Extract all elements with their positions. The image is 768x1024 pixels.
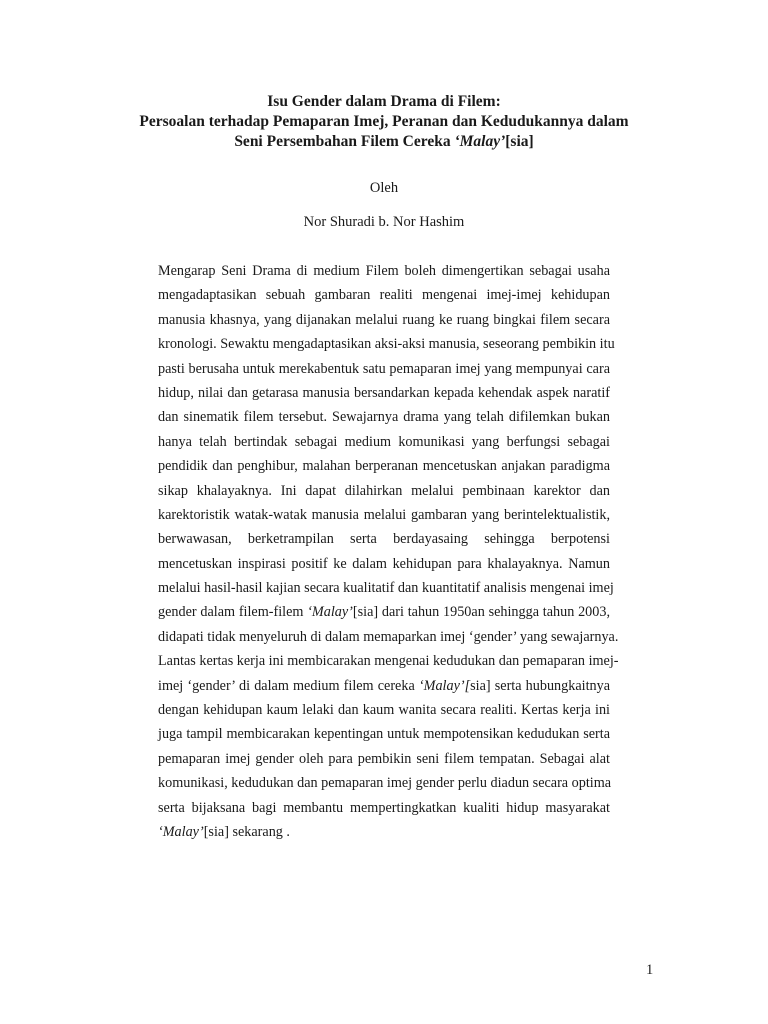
byline-oleh: Oleh (369, 180, 399, 196)
abstract-line: pemaparan imej gender oleh para pembikin seni filem tempatan. Sebagai alat (158, 750, 610, 767)
abstract-text: [sia] dari tahun 1950an sehingga tahun 2003, (352, 604, 610, 621)
abstract-line: hanya telah bertindak sebagai medium komunikasi yang berfungsi sebagai (158, 433, 610, 450)
title-line-3-prefix: Seni Persembahan Filem Cereka (234, 133, 455, 150)
abstract-line: manusia khasnya, yang dijanakan melalui ruang ke ruang bingkai filem secara (158, 311, 610, 328)
abstract-line: juga tampil membicarakan kepentingan untuk mempotensikan kedudukan serta (158, 726, 610, 743)
abstract-line: kronologi. Sewaktu mengadaptasikan aksi-aksi manusia, seseorang pembikin itu (158, 336, 615, 353)
abstract-line: serta bijaksana bagi membantu mempertingkatkan kualiti hidup masyarakat (158, 799, 610, 816)
page-number: 1 (646, 962, 654, 978)
abstract-line (158, 600, 610, 624)
abstract-italic-term: ‘Malay’ (307, 604, 353, 621)
abstract-line: Lantas kertas kerja ini membicarakan mengenai kedudukan dan pemaparan imej- (158, 653, 619, 670)
title-line-1: Isu Gender dalam Drama di Filem: (267, 93, 501, 110)
abstract-text: gender dalam filem-filem (158, 604, 308, 621)
abstract-line: mencetuskan inspirasi positif ke dalam kehidupan para khalayaknya. Namun (158, 555, 610, 572)
abstract-line: dan sinematik filem tersebut. Sewajarnya drama yang telah difilemkan bukan (158, 409, 610, 426)
abstract-line (158, 820, 610, 844)
abstract-line: didapati tidak menyeluruh di dalam memaparkan imej ‘gender’ yang sewajarnya. (158, 628, 619, 645)
abstract-text: [sia] sekarang . (203, 823, 290, 840)
abstract-line: berwawasan, berketrampilan serta berdayasaing sehingga berpotensi (158, 531, 610, 548)
abstract-line: melalui hasil-hasil kajian secara kualitatif dan kuantitatif analisis mengenai imej (158, 580, 614, 597)
abstract-line: mengadaptasikan sebuah gambaran realiti mengenai imej-imej kehidupan (158, 287, 610, 304)
title-line-3-italic: ‘Malay’ (454, 133, 506, 150)
abstract-paragraph (158, 259, 619, 844)
abstract-line: pendidik dan penghibur, malahan berperanan mencetuskan anjakan paradigma (158, 458, 610, 475)
abstract-line: karektoristik watak-watak manusia melalui gambaran yang berintelektualistik, (158, 506, 610, 523)
abstract-line: dengan kehidupan kaum lelaki dan kaum wanita secara realiti. Kertas kerja ini (158, 702, 610, 719)
title-line-3 (100, 132, 668, 152)
title-line-2: Persoalan terhadap Pemaparan Imej, Peranan dan Kedudukannya dalam (139, 113, 629, 130)
abstract-line (158, 674, 610, 698)
paper-title (100, 92, 668, 152)
abstract-line: Mengarap Seni Drama di medium Filem boleh dimengertikan sebagai usaha (158, 263, 610, 279)
abstract-text: imej ‘gender’ di dalam medium filem cereka (158, 677, 419, 694)
author-name: Nor Shuradi b. Nor Hashim (303, 214, 465, 230)
abstract-line: pasti berusaha untuk merekabentuk satu pemaparan imej yang mempunyai cara (158, 360, 610, 377)
abstract-text: sia] serta hubungkaitnya (470, 677, 611, 694)
abstract-italic-term: ‘Malay’ (158, 823, 204, 840)
title-line-3-suffix: [sia] (505, 133, 534, 150)
abstract-line: komunikasi, kedudukan dan pemaparan imej gender perlu diadun secara optima (158, 775, 612, 792)
abstract-line: hidup, nilai dan getarasa manusia bersandarkan kepada kehendak aspek naratif (158, 384, 610, 401)
abstract-line: sikap khalayaknya. Ini dapat dilahirkan melalui pembinaan karektor dan (158, 482, 610, 499)
abstract-italic-term: ‘Malay’[ (418, 677, 471, 694)
